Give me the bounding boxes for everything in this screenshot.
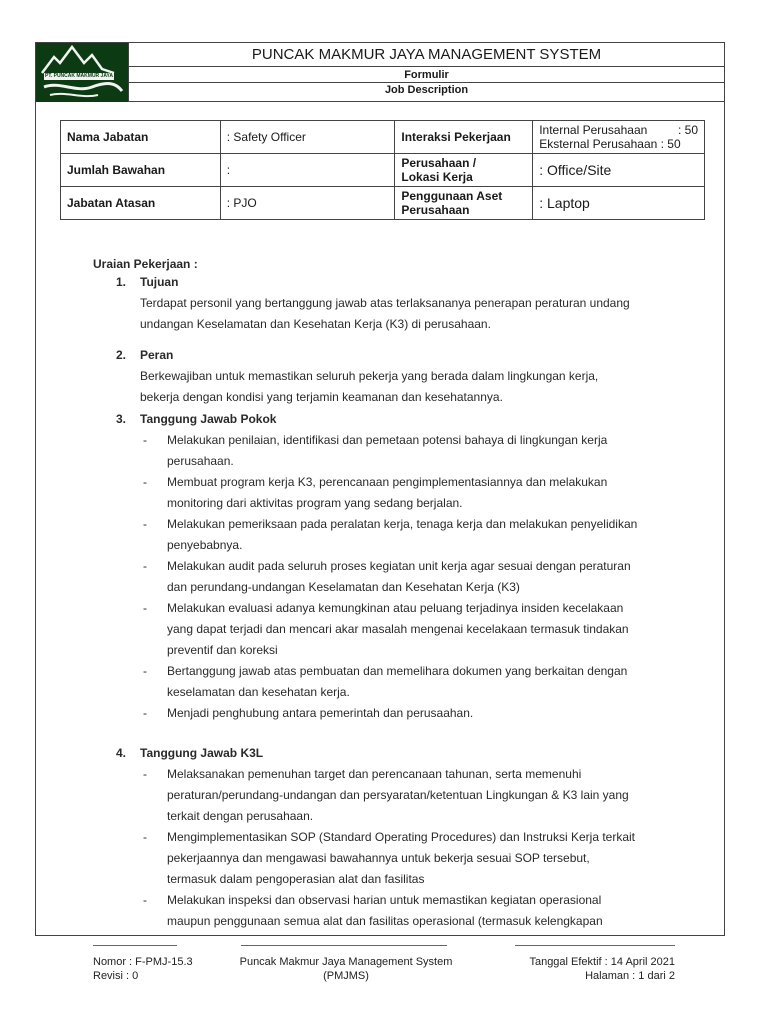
item-line: perusahaan.: [167, 454, 234, 468]
section-heading: [93, 273, 693, 291]
company-logo: [36, 43, 129, 102]
item-text: [167, 472, 693, 514]
dash-bullet: -: [143, 664, 147, 678]
item-line: Mengimplementasikan SOP (Standard Operating Procedures) dan Instruksi Kerja terkait: [167, 830, 636, 844]
footer-right: [495, 955, 675, 983]
list-item: [93, 890, 693, 932]
value-penggunaan-aset: : Laptop: [533, 187, 705, 220]
label-jabatan-atasan: Jabatan Atasan: [61, 187, 221, 220]
section-heading: [93, 410, 693, 428]
item-line: preventif dan koreksi: [167, 643, 278, 657]
external-line: Eksternal Perusahaan : 50: [539, 137, 681, 151]
item-line: Melakukan pemeriksaan pada peralatan kerja, tenaga kerja dan melakukan penyelidikan: [167, 517, 638, 531]
item-line: terkait dengan perusahaan.: [167, 809, 314, 823]
document-number: Nomor : F-PMJ-15.3: [93, 956, 193, 968]
label-penggunaan-aset: [395, 187, 533, 220]
page-number: Halaman : 1 dari 2: [585, 970, 675, 982]
footer-divider: [241, 945, 447, 946]
item-text: [167, 764, 693, 827]
dash-bullet: -: [143, 706, 147, 720]
section-title: Tanggung Jawab Pokok: [140, 412, 277, 426]
section-paragraph: [93, 293, 693, 335]
item-text: [167, 514, 693, 556]
item-text: [167, 827, 693, 890]
item-line: Melakukan penilaian, identifikasi dan pemetaan potensi bahaya di lingkungan kerja: [167, 433, 608, 447]
paragraph-line: Terdapat personil yang bertanggung jawab atas terlaksananya penerapan peraturan undang: [140, 296, 630, 310]
list-item: [93, 661, 693, 703]
value-jabatan-atasan: : PJO: [220, 187, 395, 220]
dash-bullet: -: [143, 767, 147, 781]
footer-system-name: Puncak Makmur Jaya Management System: [239, 956, 453, 968]
value-lokasi-kerja: : Office/Site: [533, 154, 705, 187]
item-line: pekerjaannya dan mengawasi bawahannya untuk bekerja sesuai SOP tersebut,: [167, 851, 590, 865]
section-heading: [93, 744, 693, 762]
responsibility-list: [93, 430, 693, 724]
dash-bullet: -: [143, 601, 147, 615]
item-line: termasuk dalam pengoperasian alat dan fasilitas: [167, 872, 425, 886]
table-row: [61, 121, 705, 154]
item-line: Membuat program kerja K3, perencanaan pengimplementasiannya dan melakukan: [167, 475, 608, 489]
effective-date: Tanggal Efektif : 14 April 2021: [529, 956, 675, 968]
dash-bullet: -: [143, 517, 147, 531]
section-title: Tanggung Jawab K3L: [140, 746, 264, 760]
section-number: 3.: [116, 412, 127, 426]
table-row: [61, 187, 705, 220]
label-jumlah-bawahan: Jumlah Bawahan: [61, 154, 221, 187]
section-title: Peran: [140, 348, 174, 362]
label-line: Perusahaan /: [401, 156, 477, 170]
list-item: [93, 764, 693, 827]
item-line: Melaksanakan pemenuhan target dan perencanaan tahunan, serta memenuhi: [167, 767, 582, 781]
item-line: penyebabnya.: [167, 538, 243, 552]
item-text: [167, 556, 693, 598]
item-line: monitoring dari aktivitas program yang sedang berjalan.: [167, 496, 463, 510]
revision: Revisi : 0: [93, 970, 139, 982]
footer-divider: [515, 945, 675, 946]
section-paragraph: [93, 366, 693, 408]
dash-bullet: -: [143, 433, 147, 447]
job-description-body: [93, 255, 693, 932]
section-heading: [93, 346, 693, 364]
internal-label: Internal Perusahaan: [539, 123, 648, 137]
item-text: [167, 661, 693, 703]
list-item: [93, 430, 693, 472]
label-lokasi-kerja: [395, 154, 533, 187]
item-line: keselamatan dan kesehatan kerja.: [167, 685, 350, 699]
item-line: Menjadi penghubung antara pemerintah dan perusaahan.: [167, 706, 474, 720]
job-info-table: [60, 120, 705, 220]
list-item: [93, 703, 693, 724]
dash-bullet: -: [143, 475, 147, 489]
list-item: [93, 556, 693, 598]
uraian-title: Uraian Pekerjaan :: [93, 257, 198, 271]
dash-bullet: -: [143, 893, 147, 907]
value-jumlah-bawahan: :: [220, 154, 395, 187]
system-title: PUNCAK MAKMUR JAYA MANAGEMENT SYSTEM: [129, 43, 724, 67]
k3l-responsibility-list: [93, 764, 693, 932]
list-item: [93, 827, 693, 890]
item-line: Melakukan inspeksi dan observasi harian untuk memastikan kegiatan operasional: [167, 893, 602, 907]
list-item: [93, 472, 693, 514]
footer-divider: [93, 945, 177, 946]
section-number: 2.: [116, 348, 127, 362]
item-text: [167, 703, 693, 724]
value-interaksi-pekerjaan: [533, 121, 705, 154]
paragraph-line: bekerja dengan kondisi yang terjamin keamanan dan kesehatannya.: [140, 390, 503, 404]
label-line: Penggunaan Aset: [401, 189, 503, 203]
label-line: Lokasi Kerja: [401, 170, 473, 184]
item-line: maupun penggunaan semua alat dan fasilitas operasional (termasuk kelengkapan: [167, 914, 603, 928]
form-type: Formulir: [129, 67, 724, 83]
footer-system-abbr: (PMJMS): [323, 970, 369, 982]
dash-bullet: -: [143, 830, 147, 844]
paragraph-line: undangan Keselamatan dan Kesehatan Kerja (K3) di perusahaan.: [140, 317, 491, 331]
footer-left: [93, 955, 193, 983]
dash-bullet: -: [143, 559, 147, 573]
item-line: yang dapat terjadi dan mencari akar masalah mengenai kecelakaan termasuk tindakan: [167, 622, 629, 636]
document-name: Job Description: [129, 83, 724, 102]
item-text: [167, 598, 693, 661]
footer-center: [231, 955, 461, 983]
section-number: 1.: [116, 275, 127, 289]
item-line: Bertanggung jawab atas pembuatan dan memelihara dokumen yang berkaitan dengan: [167, 664, 628, 678]
item-line: peraturan/perundang-undangan dan persyaratan/ketentuan Lingkungan & K3 lain yang: [167, 788, 629, 802]
label-line: Perusahaan: [401, 203, 470, 217]
item-line: Melakukan evaluasi adanya kemungkinan atau peluang terjadinya insiden kecelakaan: [167, 601, 624, 615]
section-number: 4.: [116, 746, 127, 760]
value-nama-jabatan: : Safety Officer: [220, 121, 395, 154]
item-line: Melakukan audit pada seluruh proses kegiatan unit kerja agar sesuai dengan peraturan: [167, 559, 631, 573]
logo-caption: PT. PUNCAK MAKMUR JAYA: [45, 73, 113, 79]
item-line: dan perundang-undangan Keselamatan dan Kesehatan Kerja (K3): [167, 580, 520, 594]
list-item: [93, 598, 693, 661]
list-item: [93, 514, 693, 556]
item-text: [167, 430, 693, 472]
document-header: [36, 43, 724, 102]
label-interaksi-pekerjaan: Interaksi Pekerjaan: [395, 121, 533, 154]
paragraph-line: Berkewajiban untuk memastikan seluruh pekerja yang berada dalam lingkungan kerja,: [140, 369, 599, 383]
internal-value: : 50: [677, 123, 698, 137]
label-nama-jabatan: Nama Jabatan: [61, 121, 221, 154]
item-text: [167, 890, 693, 932]
section-title: Tujuan: [140, 275, 179, 289]
table-row: [61, 154, 705, 187]
